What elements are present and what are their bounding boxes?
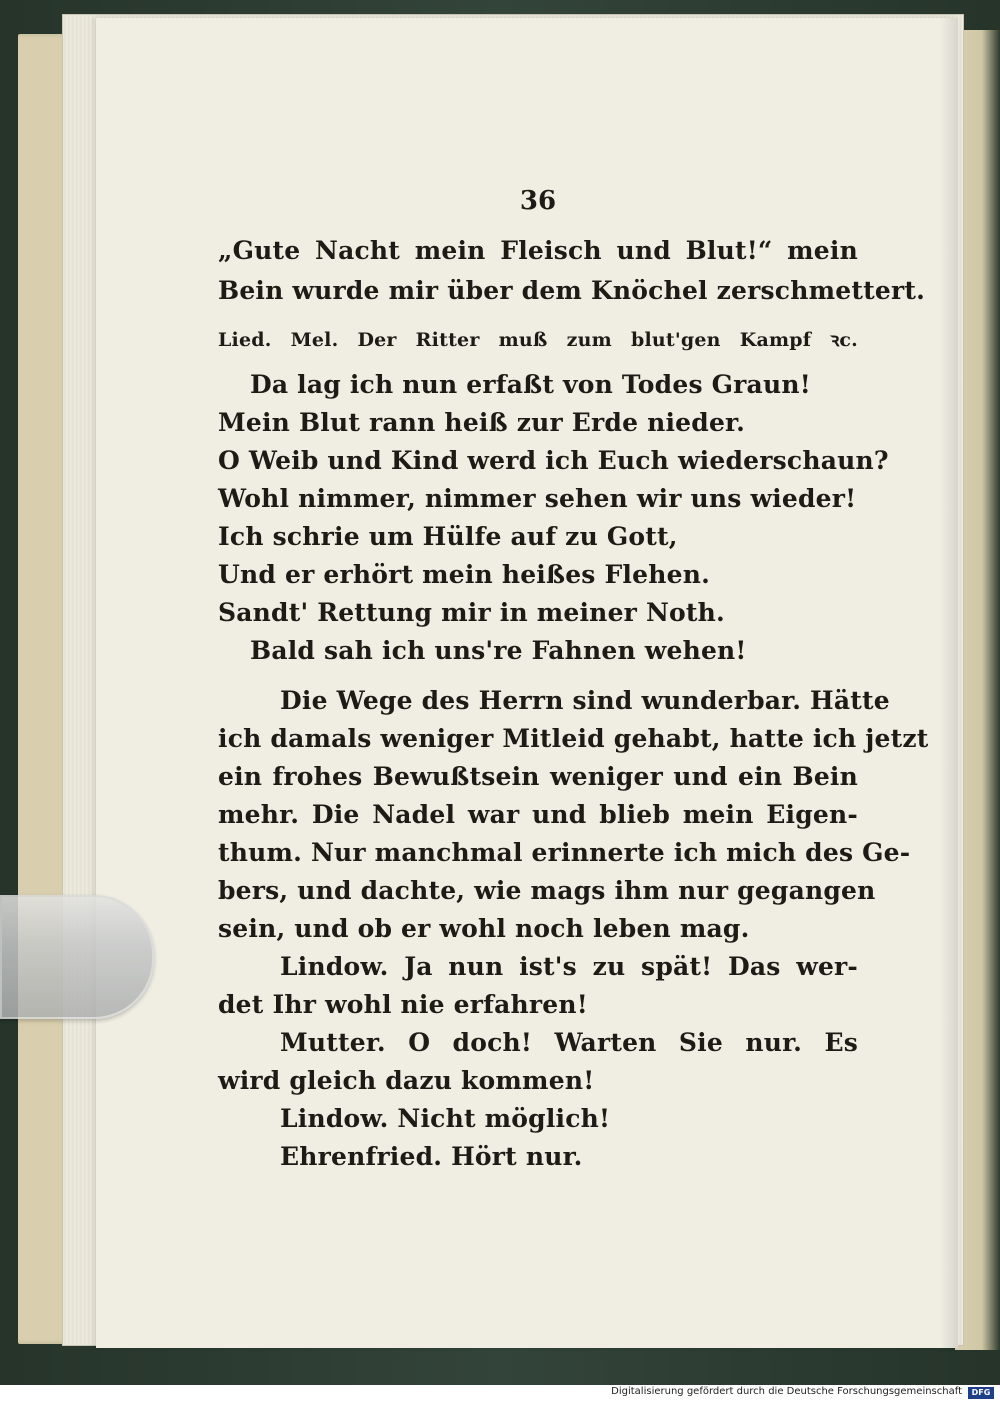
book-page [96, 18, 958, 1348]
dialogue-line: Ehrenfried. Hört nur. [280, 1142, 583, 1171]
dialogue-line: wird gleich dazu kommen! [218, 1066, 595, 1095]
text-line: ein frohes Bewußtsein weniger und ein Bein [218, 762, 858, 791]
dfg-logo-icon: DFG [968, 1387, 994, 1399]
funding-notice: Digitalisierung gefördert durch die Deutsche Forschungsgemeinschaft [611, 1386, 962, 1397]
text-line: thum. Nur manchmal erinnerte ich mich des Ge- [218, 838, 911, 867]
verse-line: O Weib und Kind werd ich Euch wiederschaun? [218, 446, 889, 475]
dialogue-line: det Ihr wohl nie erfahren! [218, 990, 588, 1019]
verse-line: Und er erhört mein heißes Flehen. [218, 560, 711, 589]
dialogue-line: Lindow. Ja nun ist's zu spät! Das wer- [280, 952, 858, 981]
text-line: Die Wege des Herrn sind wunderbar. Hätte [280, 686, 890, 715]
verse-line: Bald sah ich uns're Fahnen wehen! [250, 636, 747, 665]
text-line: bers, und dachte, wie mags ihm nur gegangen [218, 876, 876, 905]
verse-line: Da lag ich nun erfaßt von Todes Graun! [250, 370, 811, 399]
dialogue-line: Mutter. O doch! Warten Sie nur. Es [280, 1028, 858, 1057]
text-line: sein, und ob er wohl noch leben mag. [218, 914, 750, 943]
spine-shadow [940, 18, 958, 1348]
text-line: „Gute Nacht mein Fleisch und Blut!“ mein [218, 236, 858, 265]
page-number: 36 [519, 186, 557, 216]
verse-line: Mein Blut rann heiß zur Erde nieder. [218, 408, 746, 437]
page-clip [0, 895, 154, 1019]
dialogue-line: Lindow. Nicht möglich! [280, 1104, 611, 1133]
footer-bar [0, 1385, 1000, 1401]
verse-line: Ich schrie um Hülfe auf zu Gott, [218, 522, 678, 551]
text-line: mehr. Die Nadel war und blieb mein Eigen- [218, 800, 858, 829]
song-heading: Lied. Mel. Der Ritter muß zum blut'gen Kampf ꝛc. [218, 329, 858, 351]
text-line: Bein wurde mir über dem Knöchel zerschmettert. [218, 276, 925, 305]
verse-line: Sandt' Rettung mir in meiner Noth. [218, 598, 725, 627]
text-line: ich damals weniger Mitleid gehabt, hatte ich jetzt [218, 724, 929, 753]
verse-line: Wohl nimmer, nimmer sehen wir uns wieder! [218, 484, 857, 513]
